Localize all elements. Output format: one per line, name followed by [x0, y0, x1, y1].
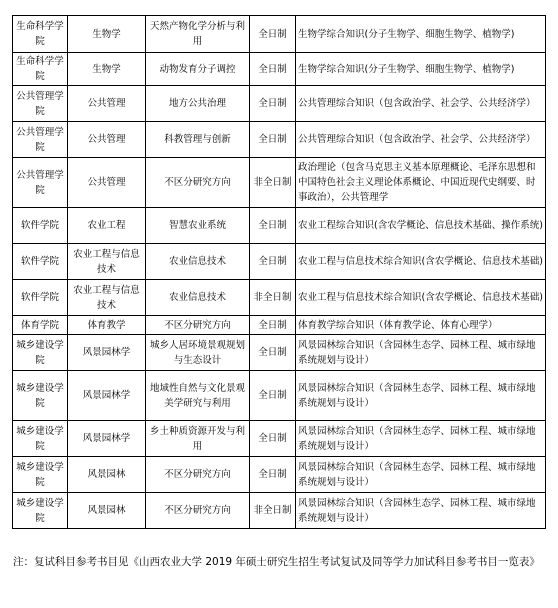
- college-cell: 城乡建设学院: [13, 335, 68, 371]
- direction-cell: 乡土种质资源开发与利用: [146, 421, 250, 457]
- major-cell: 公共管理: [68, 122, 146, 158]
- exam-subject-cell: 农业工程综合知识(含农学概论、信息技术基础、操作系统): [296, 208, 546, 244]
- footnote: 注：复试科目参考书目见《山西农业大学 2019 年硕士研究生招生考试复试及同等学力加试科目参考书目一览表》: [13, 556, 540, 568]
- study-mode-cell: 非全日制: [250, 493, 296, 529]
- direction-cell: 不区分研究方向: [146, 158, 250, 208]
- major-cell: 风景园林学: [68, 335, 146, 371]
- exam-subject-cell: 风景园林综合知识（含园林生态学、园林工程、城市绿地系统规划与设计）: [296, 421, 546, 457]
- direction-cell: 城乡人居环境景观规划与生态设计: [146, 335, 250, 371]
- college-cell: 生命科学学院: [13, 53, 68, 86]
- college-cell: 软件学院: [13, 280, 68, 316]
- table-row: [13, 493, 546, 529]
- college-cell: 城乡建设学院: [13, 493, 68, 529]
- table-row: [13, 244, 546, 280]
- college-cell: 公共管理学院: [13, 122, 68, 158]
- exam-subject-cell: 生物学综合知识(分子生物学、细胞生物学、植物学): [296, 16, 546, 53]
- table-row: [13, 316, 546, 335]
- major-cell: 农业工程: [68, 208, 146, 244]
- study-mode-cell: 全日制: [250, 421, 296, 457]
- major-cell: 风景园林学: [68, 371, 146, 421]
- table-row: [13, 280, 546, 316]
- major-cell: 体育教学: [68, 316, 146, 335]
- table-row: [13, 335, 546, 371]
- study-mode-cell: 全日制: [250, 335, 296, 371]
- direction-cell: 不区分研究方向: [146, 493, 250, 529]
- exam-subject-cell: 生物学综合知识(分子生物学、细胞生物学、植物学): [296, 53, 546, 86]
- college-cell: 城乡建设学院: [13, 371, 68, 421]
- direction-cell: 动物发育分子调控: [146, 53, 250, 86]
- direction-cell: 地方公共治理: [146, 86, 250, 122]
- exam-subject-cell: 风景园林综合知识（含园林生态学、园林工程、城市绿地系统规划与设计）: [296, 335, 546, 371]
- table-row: [13, 16, 546, 53]
- table-row: [13, 208, 546, 244]
- college-cell: 生命科学学院: [13, 16, 68, 53]
- study-mode-cell: 全日制: [250, 122, 296, 158]
- college-cell: 公共管理学院: [13, 158, 68, 208]
- exam-subject-cell: 风景园林综合知识（含园林生态学、园林工程、城市绿地系统规划与设计）: [296, 371, 546, 421]
- exam-subject-cell: 农业工程与信息技术综合知识(含农学概论、信息技术基础): [296, 244, 546, 280]
- direction-cell: 科教管理与创新: [146, 122, 250, 158]
- direction-cell: 不区分研究方向: [146, 316, 250, 335]
- major-cell: 风景园林: [68, 457, 146, 493]
- table-body: [13, 16, 546, 529]
- major-cell: 农业工程与信息技术: [68, 280, 146, 316]
- study-mode-cell: 全日制: [250, 316, 296, 335]
- direction-cell: 智慧农业系统: [146, 208, 250, 244]
- study-mode-cell: 全日制: [250, 16, 296, 53]
- college-cell: 软件学院: [13, 208, 68, 244]
- major-cell: 风景园林学: [68, 421, 146, 457]
- major-cell: 生物学: [68, 16, 146, 53]
- study-mode-cell: 全日制: [250, 86, 296, 122]
- college-cell: 城乡建设学院: [13, 457, 68, 493]
- study-mode-cell: 非全日制: [250, 280, 296, 316]
- direction-cell: 地域性自然与文化景观美学研究与利用: [146, 371, 250, 421]
- exam-subject-table: [12, 15, 546, 529]
- exam-subject-cell: 风景园林综合知识（含园林生态学、园林工程、城市绿地系统规划与设计）: [296, 457, 546, 493]
- admission-table-container: [12, 15, 545, 529]
- college-cell: 公共管理学院: [13, 86, 68, 122]
- major-cell: 公共管理: [68, 86, 146, 122]
- exam-subject-cell: 公共管理综合知识（包含政治学、社会学、公共经济学）: [296, 86, 546, 122]
- major-cell: 风景园林: [68, 493, 146, 529]
- direction-cell: 不区分研究方向: [146, 457, 250, 493]
- college-cell: 体育学院: [13, 316, 68, 335]
- college-cell: 软件学院: [13, 244, 68, 280]
- table-row: [13, 158, 546, 208]
- major-cell: 生物学: [68, 53, 146, 86]
- study-mode-cell: 全日制: [250, 208, 296, 244]
- study-mode-cell: 全日制: [250, 53, 296, 86]
- table-row: [13, 122, 546, 158]
- table-row: [13, 53, 546, 86]
- table-row: [13, 421, 546, 457]
- exam-subject-cell: 体育教学综合知识（体育教学论、体育心理学）: [296, 316, 546, 335]
- study-mode-cell: 全日制: [250, 371, 296, 421]
- direction-cell: 天然产物化学分析与利用: [146, 16, 250, 53]
- major-cell: 农业工程与信息技术: [68, 244, 146, 280]
- exam-subject-cell: 农业工程与信息技术综合知识(含农学概论、信息技术基础): [296, 280, 546, 316]
- table-row: [13, 457, 546, 493]
- exam-subject-cell: 风景园林综合知识（含园林生态学、园林工程、城市绿地系统规划与设计）: [296, 493, 546, 529]
- major-cell: 公共管理: [68, 158, 146, 208]
- college-cell: 城乡建设学院: [13, 421, 68, 457]
- table-row: [13, 371, 546, 421]
- study-mode-cell: 全日制: [250, 244, 296, 280]
- table-row: [13, 86, 546, 122]
- study-mode-cell: 全日制: [250, 457, 296, 493]
- study-mode-cell: 非全日制: [250, 158, 296, 208]
- direction-cell: 农业信息技术: [146, 280, 250, 316]
- exam-subject-cell: 政治理论（包含马克思主义基本原理概论、毛泽东思想和中国特色社会主义理论体系概论、中国近现代史纲要、时事政治），公共管理学: [296, 158, 546, 208]
- direction-cell: 农业信息技术: [146, 244, 250, 280]
- exam-subject-cell: 公共管理综合知识（包含政治学、社会学、公共经济学）: [296, 122, 546, 158]
